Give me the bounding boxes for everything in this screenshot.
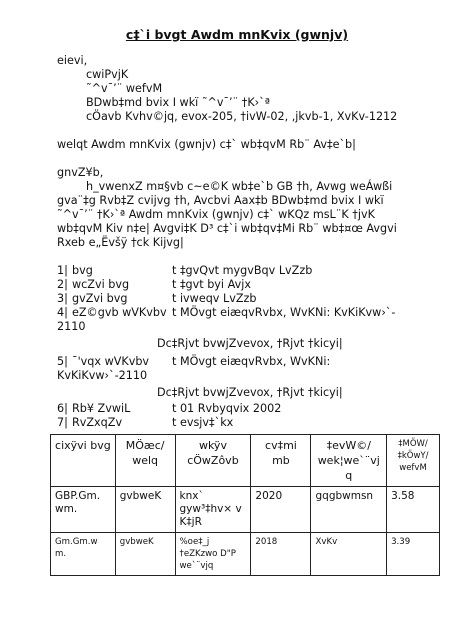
table-cell: 2018 bbox=[251, 533, 311, 576]
list-item-label: gvZvi bvg bbox=[72, 292, 128, 305]
address-line: cwiPvjK bbox=[86, 68, 129, 81]
table-cell: gvbweK bbox=[115, 487, 175, 533]
list-item-continuation: 2110 bbox=[57, 320, 86, 333]
list-item-value: t ‡gvt byi Avjx bbox=[172, 278, 251, 291]
list-item-centered: Dc‡Rjvt bvwjZvevox, †Rjvt †kicyi| bbox=[157, 337, 343, 350]
subject-line: welqt Awdm mnKvix (gwnjv) c‡` wb‡qvM Rb¨ Av‡e`b| bbox=[57, 138, 356, 151]
list-item-number: 6| bbox=[57, 402, 68, 415]
table-header: cv‡mi mb bbox=[251, 435, 311, 487]
table-cell: 3.58 bbox=[387, 487, 440, 533]
list-item-number: 2| bbox=[57, 278, 68, 291]
list-item-label: bvg bbox=[72, 264, 93, 277]
address-line: BDwb‡md bvix I wkï ˜^v¯’¨ †K›`ª bbox=[86, 96, 271, 109]
list-item-label: ¯'vqx wVKvbv bbox=[72, 355, 150, 368]
table-cell: knx` gyw³‡hv× v K‡jR bbox=[175, 487, 251, 533]
body-line: wb‡qvM Kiv n‡e| Avgvi‡K D³ c‡`i wb‡qv‡Mi Rb¨ wb‡¤œ Avgvi bbox=[57, 222, 397, 235]
table-cell: XvKv bbox=[311, 533, 387, 576]
list-item-label: Rb¥ ZvwiL bbox=[72, 402, 131, 415]
table-header: cixÿvi bvg bbox=[51, 435, 116, 487]
table-cell: Gm.Gm.w m. bbox=[51, 533, 116, 576]
list-item-value: t MÖvgt eiæqvRvbx, WvKNi: bbox=[172, 355, 331, 368]
list-item-number: 1| bbox=[57, 264, 68, 277]
table-cell: 2020 bbox=[251, 487, 311, 533]
address-line: ˜^v¯’¨ wefvM bbox=[86, 82, 163, 95]
page-title: c‡`i bvgt Awdm mnKvix (gwnjv) bbox=[125, 27, 349, 42]
list-item-value: t evsjv‡`kx bbox=[172, 416, 234, 429]
list-item-number: 7| bbox=[57, 416, 68, 429]
greeting: gnvZ¥b, bbox=[57, 166, 104, 179]
body-line: ˜^v¯’¨ †K›`ª Awdm mnKvix (gwnjv) c‡` wKQz msL¨K †jvK bbox=[57, 208, 375, 221]
list-item-centered: Dc‡Rjvt bvwjZvevox, †Rjvt †kicyi| bbox=[157, 386, 343, 399]
table-cell: gqgbwmsn bbox=[311, 487, 387, 533]
address-line: cÖavb Kvhv©jq, evox-205, †ivW-02, ,jkvb-1, XvKv-1212 bbox=[86, 110, 398, 123]
list-item-number: 5| bbox=[57, 355, 68, 368]
table-cell: %oe‡_j †eZKzwo D"P we`¨vjq bbox=[175, 533, 251, 576]
table-cell: GBP.Gm. wm. bbox=[51, 487, 116, 533]
table-header: ‡evW©/ wek¦we`¨vj q bbox=[311, 435, 387, 487]
body-line: Rxeb e„Ëvšÿ †ck Kijvg| bbox=[57, 236, 184, 249]
list-item-value: t ivweqv LvZzb bbox=[172, 292, 257, 305]
table-header: wkÿv cÖwZôvb bbox=[175, 435, 251, 487]
salutation: eievi, bbox=[57, 54, 88, 67]
table-header: ‡MÖW/ ‡kÖwY/ wefvM bbox=[387, 435, 440, 487]
list-item-value: t ‡gvQvt mygvBqv LvZzb bbox=[172, 264, 313, 277]
list-item-number: 4| bbox=[57, 306, 68, 319]
list-item-value: t 01 Rvbyqvix 2002 bbox=[172, 402, 282, 415]
table-cell: gvbweK bbox=[115, 533, 175, 576]
list-item-number: 3| bbox=[57, 292, 68, 305]
list-item-label: RvZxqZv bbox=[72, 416, 123, 429]
list-item-continuation: KvKiKvw›`-2110 bbox=[57, 369, 148, 382]
body-line: h_vwenxZ m¤§vb c~e©K wb‡e`b GB †h, Avwg weÁwßi bbox=[86, 180, 393, 193]
list-item-label: eZ©gvb wVKvbv bbox=[72, 306, 167, 319]
body-line: gva¨‡g Rvb‡Z cvijvg †h, Avcbvi Aax‡b BDwb‡md bvix I wkï bbox=[57, 194, 384, 207]
list-item-label: wcZvi bvg bbox=[72, 278, 130, 291]
table-cell: 3.39 bbox=[387, 533, 440, 576]
list-item-value: t MÖvgt eiæqvRvbx, WvKNi: KvKiKvw›`- bbox=[172, 306, 396, 319]
table-header: MÖæc/ welq bbox=[115, 435, 175, 487]
